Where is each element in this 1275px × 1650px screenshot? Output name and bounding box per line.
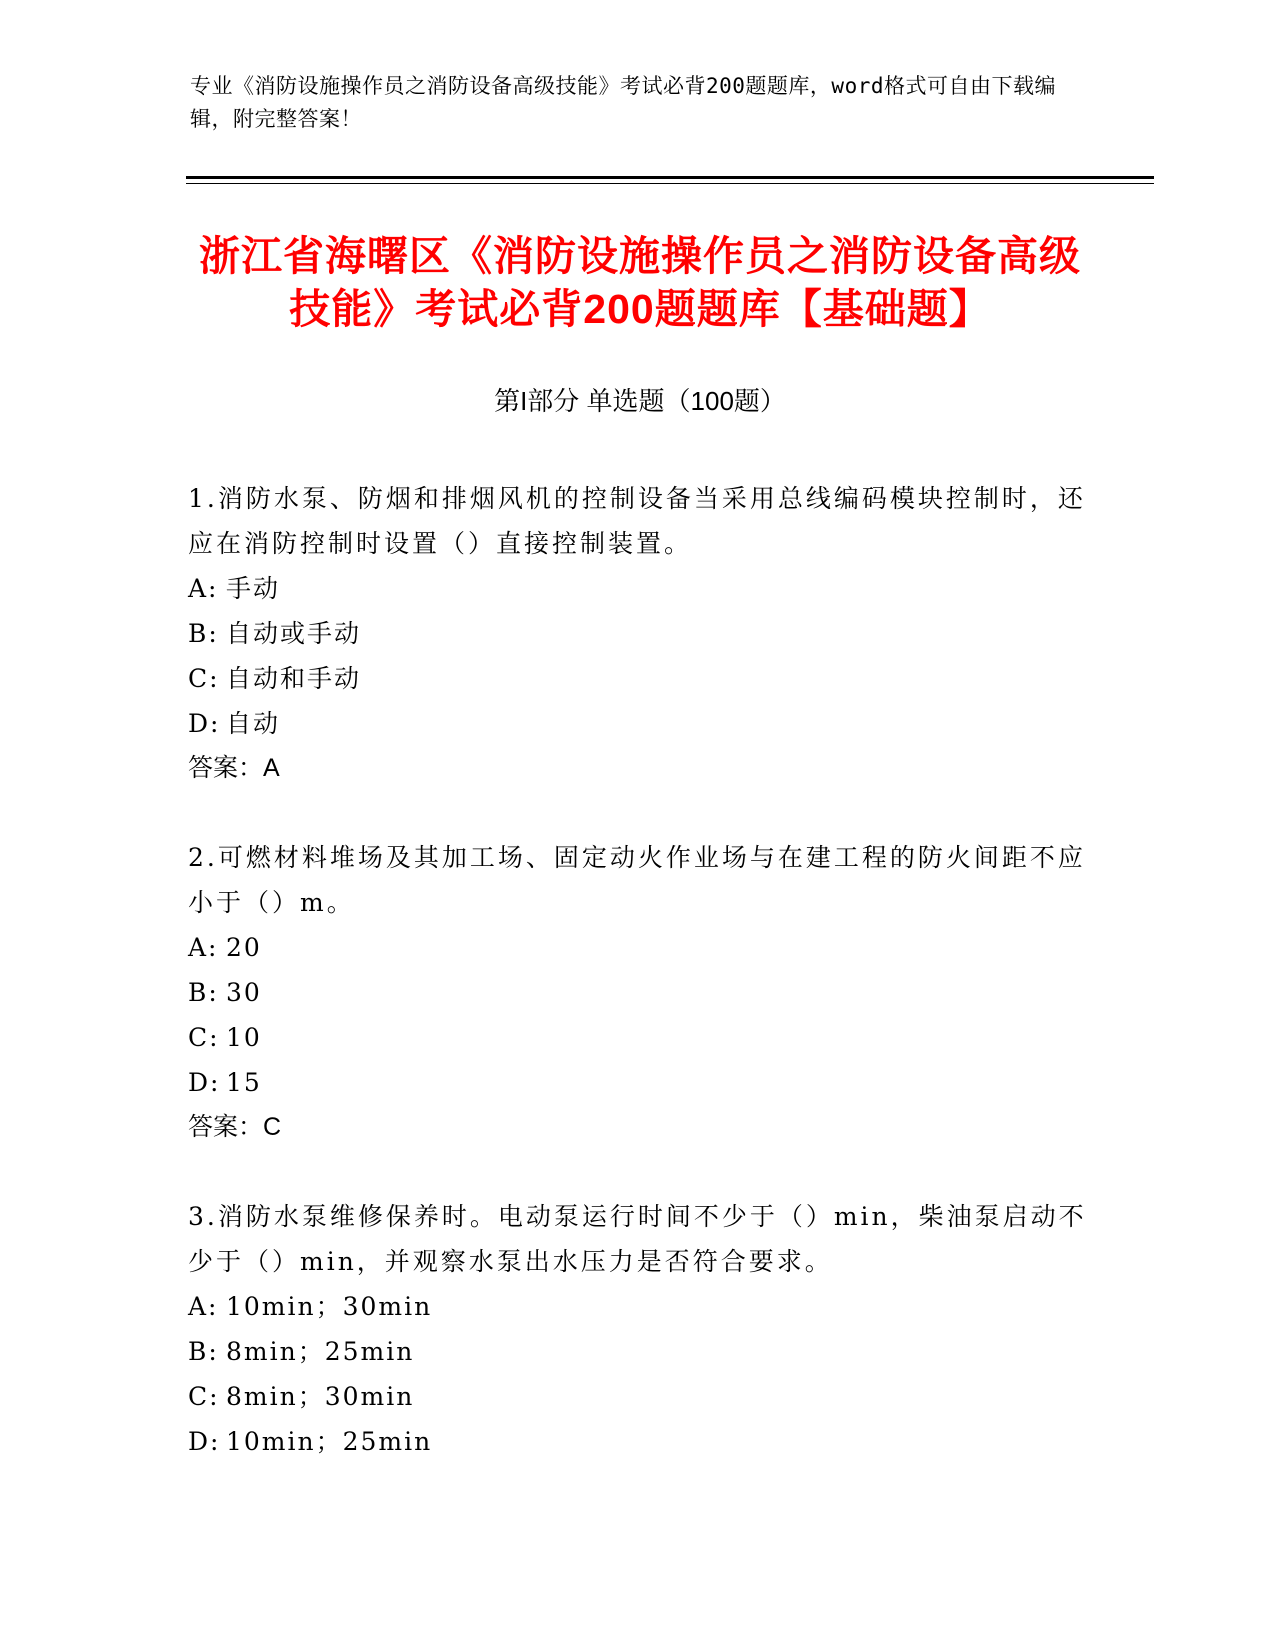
option-text: 20 (226, 933, 262, 962)
option-letter: A: (188, 1292, 219, 1321)
header-divider-thick (186, 176, 1154, 179)
option-a (188, 566, 1088, 611)
question-1 (188, 476, 1088, 791)
question-list (188, 476, 1088, 1508)
option-d (188, 701, 1088, 746)
option-text: 自动和手动 (226, 664, 362, 693)
option-c (188, 1374, 1088, 1419)
option-letter: B: (188, 978, 219, 1007)
answer: 答案：A (188, 754, 280, 782)
answer: 答案：C (188, 1113, 282, 1141)
question-stem: 3.消防水泵维修保养时。电动泵运行时间不少于（）min，柴油泵启动不少于（）min，并观察水泵出水压力是否符合要求。 (188, 1202, 1087, 1276)
option-text: 10min；30min (226, 1292, 433, 1321)
question-3 (188, 1194, 1088, 1464)
option-letter: D: (188, 709, 221, 738)
option-a (188, 1284, 1088, 1329)
option-d (188, 1419, 1088, 1464)
option-d (188, 1060, 1088, 1105)
question-stem: 2.可燃材料堆场及其加工场、固定动火作业场与在建工程的防火间距不应小于（）m。 (188, 843, 1086, 917)
option-text: 15 (226, 1068, 262, 1097)
option-text: 自动 (226, 709, 281, 738)
option-text: 8min；30min (226, 1382, 415, 1411)
option-letter: C: (188, 1382, 220, 1411)
option-letter: C: (188, 1023, 220, 1052)
option-c (188, 1015, 1088, 1060)
question-stem: 1.消防水泵、防烟和排烟风机的控制设备当采用总线编码模块控制时，还应在消防控制时设置（）直接控制装置。 (188, 484, 1086, 558)
option-text: 8min；25min (226, 1337, 415, 1366)
option-letter: B: (188, 619, 219, 648)
option-a (188, 925, 1088, 970)
option-letter: A: (188, 933, 219, 962)
header-note: 专业《消防设施操作员之消防设备高级技能》考试必背200题题库，word格式可自由下载编辑，附完整答案！ (190, 74, 1056, 131)
option-text: 30 (226, 978, 262, 1007)
option-letter: D: (188, 1427, 221, 1456)
option-letter: A: (188, 574, 219, 603)
option-c (188, 656, 1088, 701)
option-letter: C: (188, 664, 220, 693)
option-text: 手动 (226, 574, 281, 603)
option-b (188, 970, 1088, 1015)
option-text: 10 (226, 1023, 262, 1052)
option-letter: B: (188, 1337, 219, 1366)
option-letter: D: (188, 1068, 221, 1097)
header-divider-thin (186, 183, 1154, 184)
option-text: 自动或手动 (226, 619, 362, 648)
option-text: 10min；25min (226, 1427, 433, 1456)
option-b (188, 1329, 1088, 1374)
section-heading: 第I部分 单选题（100题） (494, 386, 786, 416)
document-title: 浙江省海曙区《消防设施操作员之消防设备高级技能》考试必背200题题库【基础题】 (199, 233, 1081, 332)
option-b (188, 611, 1088, 656)
question-2 (188, 835, 1088, 1150)
